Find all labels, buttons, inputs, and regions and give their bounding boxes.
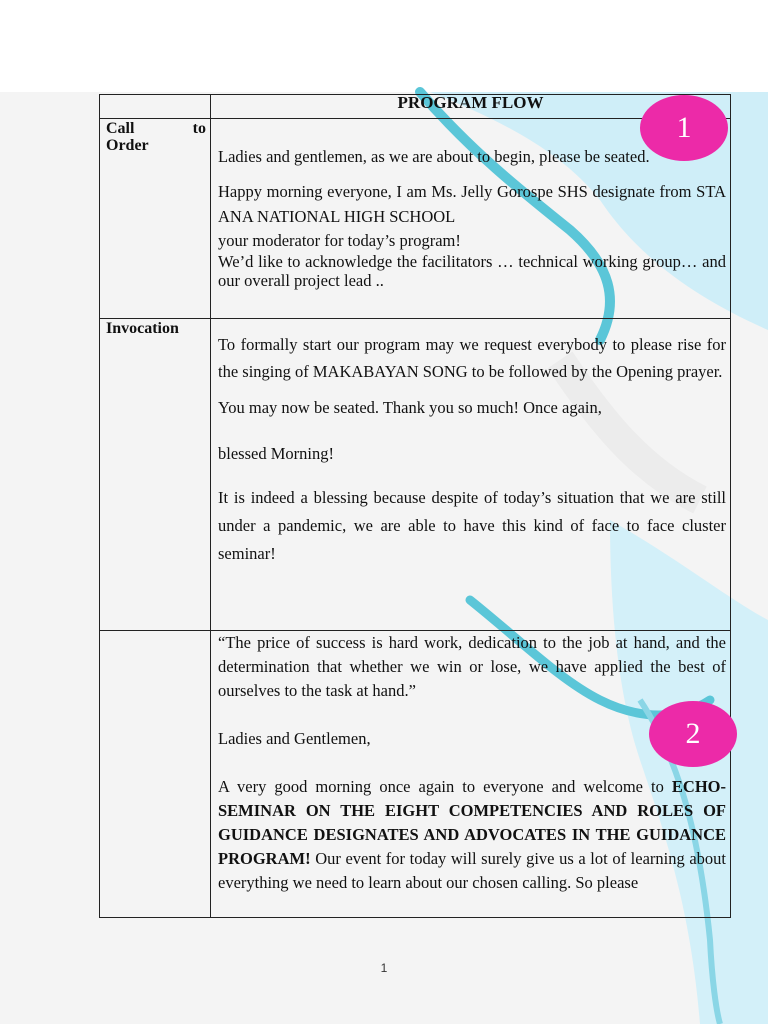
- invocation-p4: It is indeed a blessing because despite of today’s situation that we are still under a pandemic, we are able to have this kind of face to face cluster seminar!: [218, 488, 726, 563]
- welcome-quote: “The price of success is hard work, dedication to the job at hand, and the determination that whether we win or lose, we have applied the best of ourselves to the task at hand.”: [218, 633, 726, 700]
- step-badge-1: 1: [640, 95, 728, 161]
- call-to-order-row: [100, 119, 731, 319]
- welcome-label-cell: [100, 631, 211, 918]
- title-row: [100, 95, 731, 119]
- program-flow-table: [99, 94, 731, 918]
- welcome-continuation: Our event for today will surely give us a lot of learning about everything we need to learn about our chosen calling. So please: [218, 849, 726, 892]
- call-to-order-p3: your moderator for today’s program!: [218, 231, 461, 250]
- invocation-p1: To formally start our program may we request everybody to please rise for the singing of MAKABAYAN SONG to be followed by the Opening prayer.: [218, 335, 726, 381]
- call-to-order-label: [100, 119, 211, 319]
- call-to-order-p2: Happy morning everyone, I am Ms. Jelly Gorospe SHS designate from STA ANA NATIONAL HIGH SCHOOL: [218, 182, 726, 226]
- invocation-row: [100, 319, 731, 631]
- invocation-p2: You may now be seated. Thank you so much! Once again,: [218, 398, 602, 417]
- call-to-order-label-line1: [106, 120, 206, 137]
- title-label-cell: [100, 95, 211, 119]
- label-order: Order: [106, 137, 149, 154]
- welcome-intro: A very good morning once again to everyone and welcome to: [218, 777, 664, 796]
- invocation-p3: blessed Morning!: [218, 444, 334, 463]
- call-to-order-p4: We’d like to acknowledge the facilitators … technical working group… and our overall project lead ..: [218, 252, 726, 290]
- call-to-order-p1: Ladies and gentlemen, as we are about to begin, please be seated.: [218, 147, 650, 166]
- welcome-greeting: Ladies and Gentlemen,: [218, 729, 371, 748]
- welcome-event-name: ECHO-SEMINAR ON THE EIGHT COMPETENCIES AND ROLES OF GUIDANCE DESIGNATES AND ADVOCATES IN THE GUIDANCE PROGRAM!: [218, 777, 726, 868]
- label-call: Call: [106, 120, 135, 137]
- program-flow-title: PROGRAM FLOW: [211, 95, 731, 119]
- welcome-content: [211, 631, 731, 918]
- invocation-label: Invocation: [100, 319, 211, 631]
- welcome-row: [100, 631, 731, 918]
- step-badge-2: 2: [649, 701, 737, 767]
- label-to: to: [192, 120, 206, 137]
- welcome-body: [218, 775, 726, 895]
- page-number: 1: [380, 961, 388, 975]
- invocation-content: [211, 319, 731, 631]
